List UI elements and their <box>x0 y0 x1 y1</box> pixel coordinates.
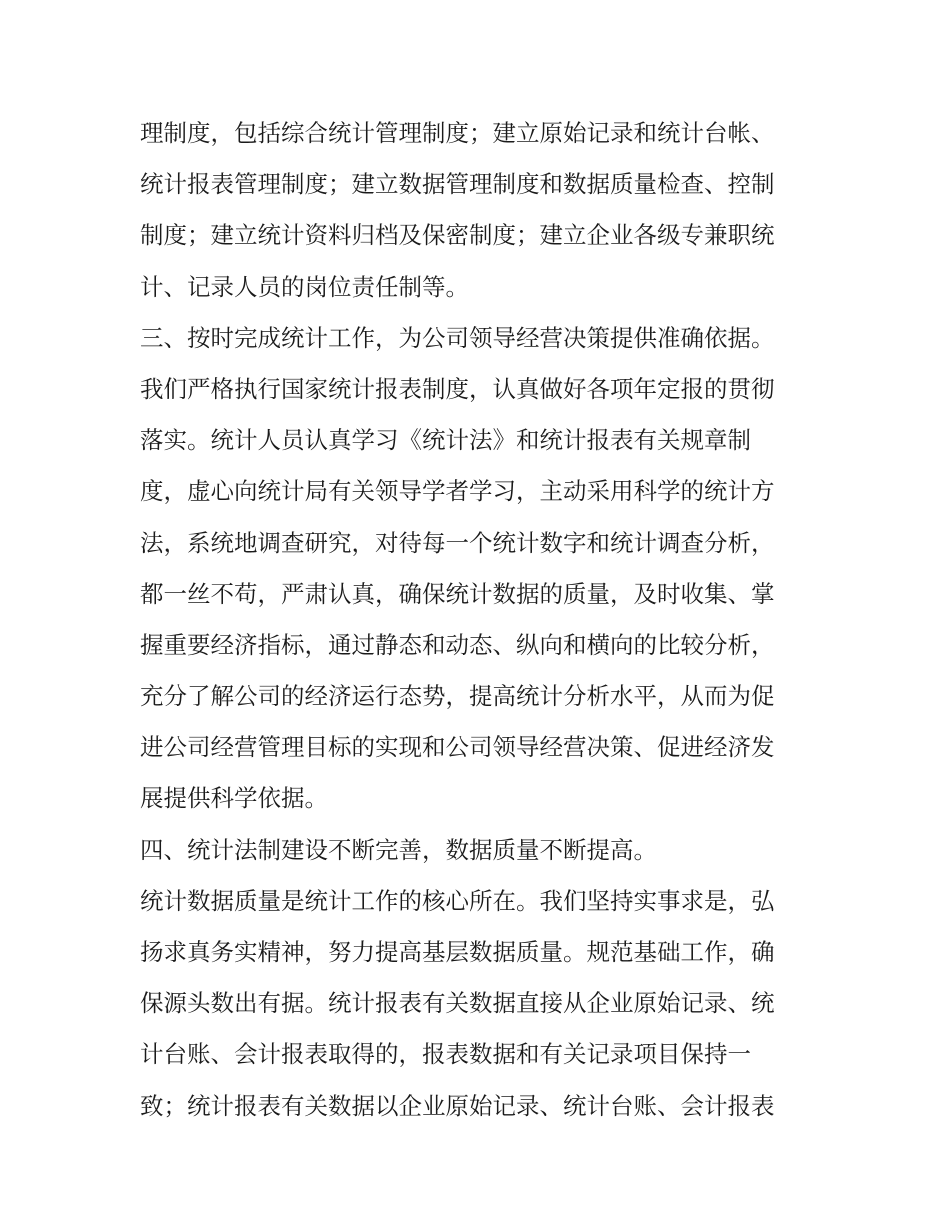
text-line: 展提供科学依据。 <box>140 784 328 813</box>
body-text <box>140 108 820 1132</box>
text-line: 我们严格执行国家统计报表制度，认真做好各项年定报的贯彻 <box>140 374 775 403</box>
text-line: 法，系统地调查研究，对待每一个统计数字和统计调查分析， <box>140 528 775 557</box>
text-line: 度，虚心向统计局有关领导学者学习，主动采用科学的统计方 <box>140 477 775 506</box>
text-line: 充分了解公司的经济运行态势，提高统计分析水平，从而为促 <box>140 682 775 711</box>
section-heading-four: 四、统计法制建设不断完善，数据质量不断提高。 <box>140 835 657 864</box>
text-line: 统计报表管理制度；建立数据管理制度和数据质量检查、控制 <box>140 170 775 199</box>
text-line: 都一丝不苟，严肃认真，确保统计数据的质量，及时收集、掌 <box>140 579 775 608</box>
text-line: 制度；建立统计资料归档及保密制度；建立企业各级专兼职统 <box>140 221 775 250</box>
text-line: 致；统计报表有关数据以企业原始记录、统计台账、会计报表 <box>140 1091 775 1120</box>
text-line: 理制度，包括综合统计管理制度；建立原始记录和统计台帐、 <box>140 119 775 147</box>
text-line: 计台账、会计报表取得的，报表数据和有关记录项目保持一 <box>140 1040 751 1069</box>
text-line: 统计数据质量是统计工作的核心所在。我们坚持实事求是，弘 <box>140 886 775 915</box>
text-line: 保源头数出有据。统计报表有关数据直接从企业原始记录、统 <box>140 989 775 1018</box>
section-heading-three: 三、按时完成统计工作，为公司领导经营决策提供准确依据。 <box>140 323 775 352</box>
text-line: 扬求真务实精神，努力提高基层数据质量。规范基础工作，确 <box>140 938 775 966</box>
text-line: 计、记录人员的岗位责任制等。 <box>140 272 469 301</box>
text-line: 进公司经营管理目标的实现和公司领导经营决策、促进经济发 <box>140 733 775 762</box>
text-line: 落实。统计人员认真学习《统计法》和统计报表有关规章制 <box>140 426 751 455</box>
text-line: 握重要经济指标，通过静态和动态、纵向和横向的比较分析， <box>140 630 775 659</box>
